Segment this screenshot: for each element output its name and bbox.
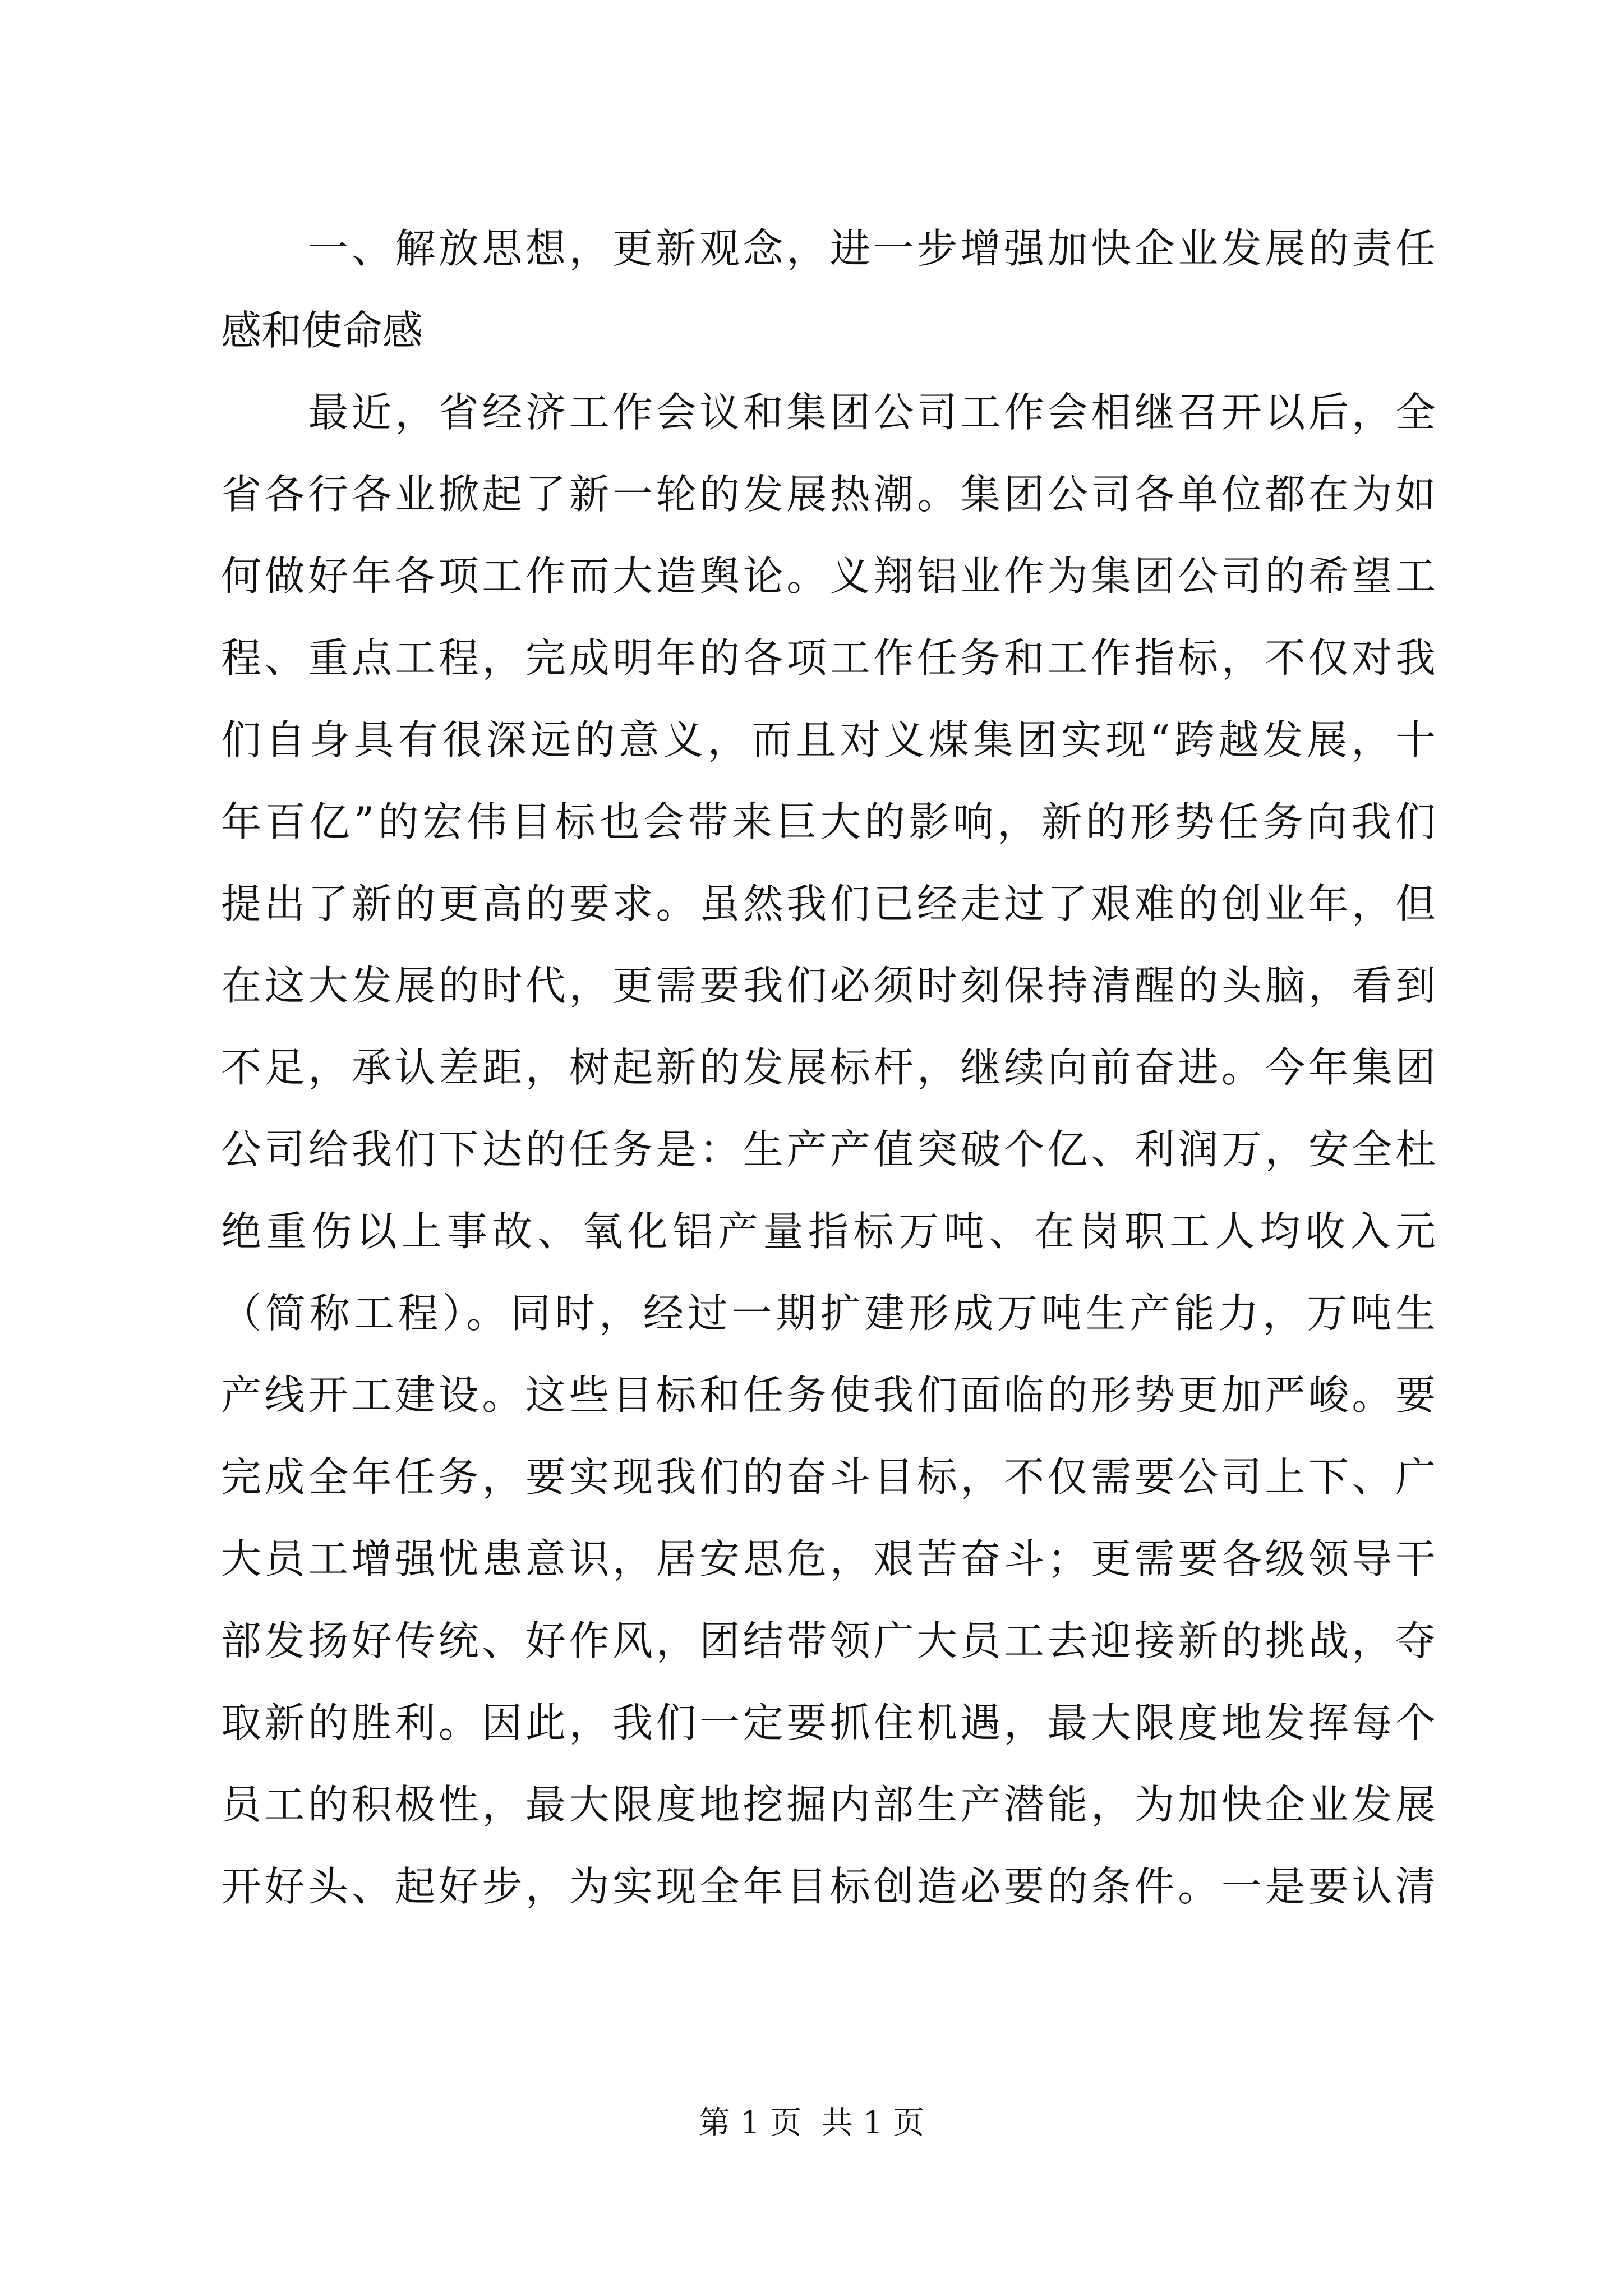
paragraph-line-2: 省各行各业掀起了新一轮的发展热潮。集团公司各单位都在为如 <box>221 471 1436 518</box>
page-number-footer: 第 1 页 共 1 页 <box>698 2105 925 2141</box>
paragraph-line-17: 取新的胜利。因此，我们一定要抓住机遇，最大限度地发挥每个 <box>221 1699 1436 1746</box>
paragraph-line-4: 程、重点工程，完成明年的各项工作任务和工作指标，不仅对我 <box>221 634 1436 682</box>
paragraph-line-14: 完成全年任务，要实现我们的奋斗目标，不仅需要公司上下、广 <box>221 1453 1436 1501</box>
paragraph-line-7: 提出了新的更高的要求。虽然我们已经走过了艰难的创业年，但 <box>221 880 1436 927</box>
paragraph-line-9: 不足，承认差距，树起新的发展标杆，继续向前奋进。今年集团 <box>221 1044 1436 1091</box>
paragraph-line-15: 大员工增强忧患意识，居安思危，艰苦奋斗；更需要各级领导干 <box>221 1535 1436 1582</box>
paragraph-line-13: 产线开工建设。这些目标和任务使我们面临的形势更加严峻。要 <box>221 1372 1436 1419</box>
document-body <box>221 208 1436 1927</box>
paragraph-line-3: 何做好年各项工作而大造舆论。义翔铝业作为集团公司的希望工 <box>221 553 1436 600</box>
paragraph-line-8: 在这大发展的时代，更需要我们必须时刻保持清醒的头脑，看到 <box>221 962 1436 1009</box>
paragraph-line-10: 公司给我们下达的任务是：生产产值突破个亿、利润万，安全杜 <box>221 1126 1436 1173</box>
paragraph-line-16: 部发扬好传统、好作风，团结带领广大员工去迎接新的挑战，夺 <box>221 1617 1436 1664</box>
paragraph-line-19: 开好头、起好步，为实现全年目标创造必要的条件。一是要认清 <box>221 1863 1436 1910</box>
paragraph-line-5: 们自身具有很深远的意义，而且对义煤集团实现“跨越发展，十 <box>221 716 1436 763</box>
heading-line-1: 一、解放思想，更新观念，进一步增强加快企业发展的责任 <box>221 225 1436 272</box>
paragraph-line-18: 员工的积极性，最大限度地挖掘内部生产潜能，为加快企业发展 <box>221 1781 1436 1828</box>
paragraph-line-6: 年百亿”的宏伟目标也会带来巨大的影响，新的形势任务向我们 <box>221 798 1436 845</box>
paragraph-line-1: 最近，省经济工作会议和集团公司工作会相继召开以后，全 <box>221 389 1436 436</box>
paragraph-line-11: 绝重伤以上事故、氧化铝产量指标万吨、在岗职工人均收入元 <box>221 1208 1436 1255</box>
paragraph-line-12: （简称工程）。同时，经过一期扩建形成万吨生产能力，万吨生 <box>221 1290 1436 1337</box>
heading-line-2: 感和使命感 <box>221 307 423 354</box>
